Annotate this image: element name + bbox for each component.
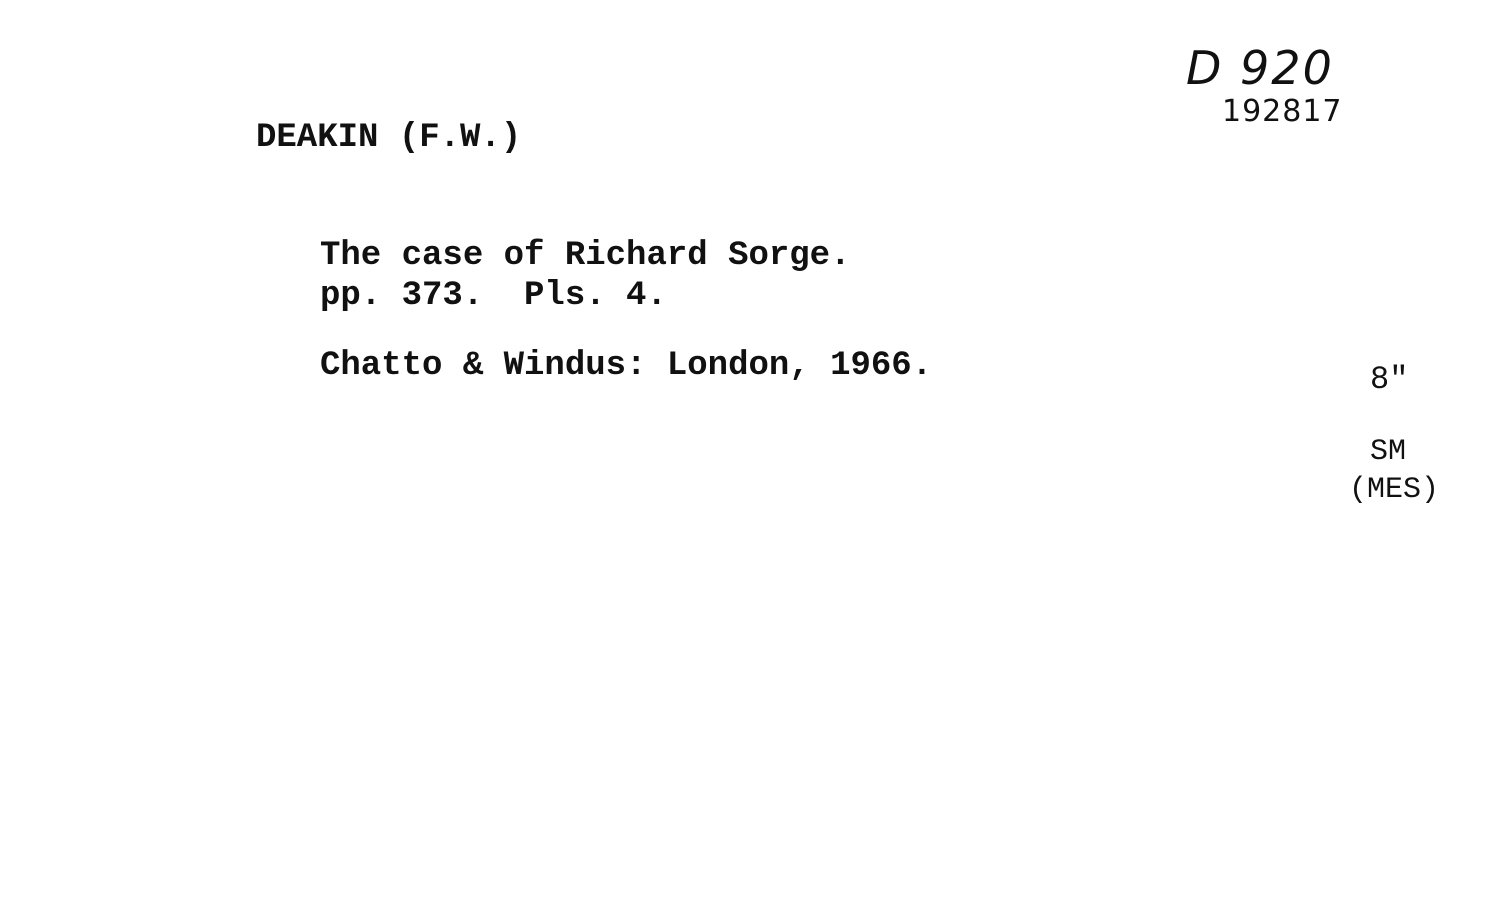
size-mark: 8" [1370,361,1409,398]
location-code: SM [1370,435,1407,469]
location-note: (MES) [1349,473,1440,507]
book-title: The case of Richard Sorge. [320,237,851,275]
handwritten-classmark: D 920 [1186,41,1334,95]
author-heading: DEAKIN (F.W.) [256,119,522,157]
collation-line: pp. 373. Pls. 4. [320,277,667,315]
handwritten-accession-number: 192817 [1222,94,1343,129]
imprint-line: Chatto & Windus: London, 1966. [320,347,933,385]
